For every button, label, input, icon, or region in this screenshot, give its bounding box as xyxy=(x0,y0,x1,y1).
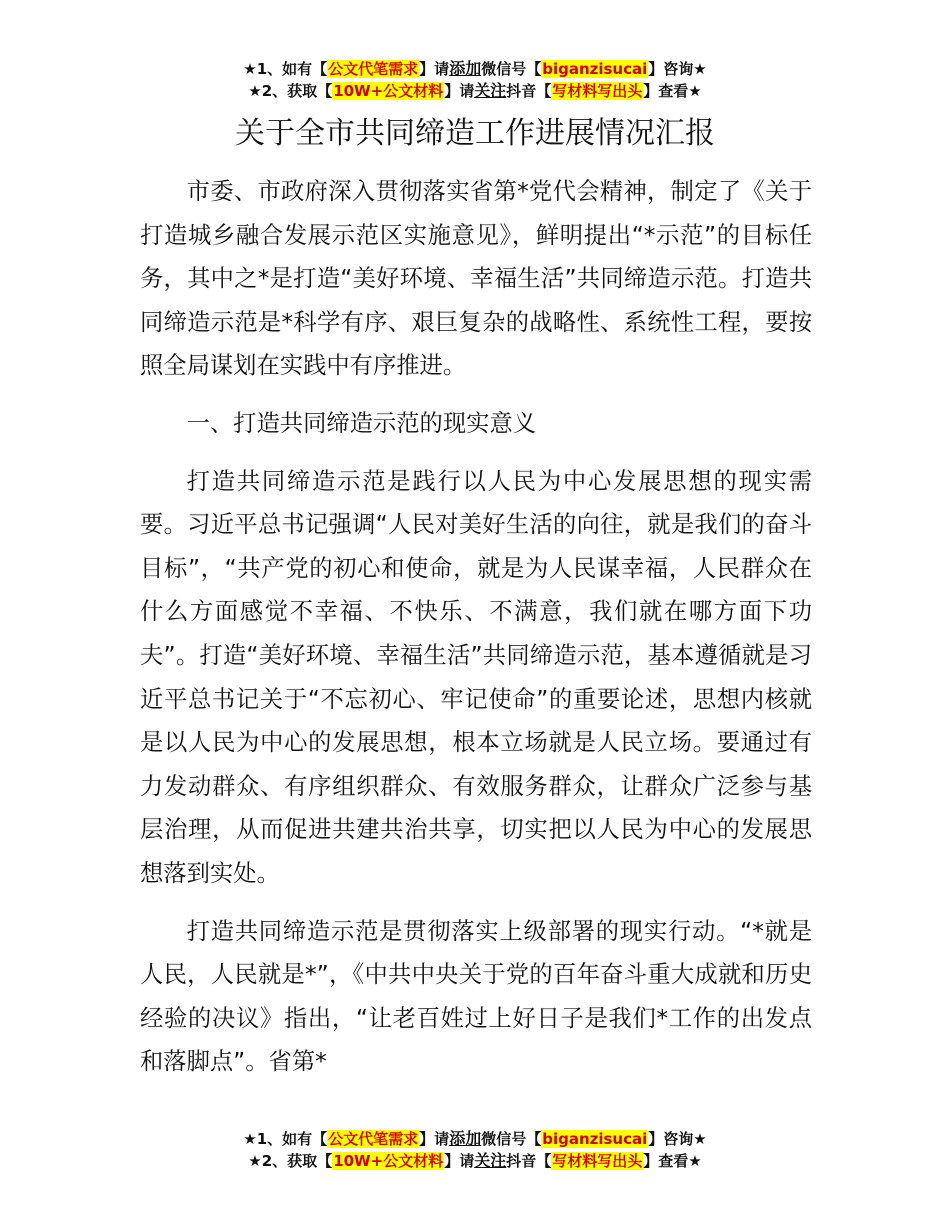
promo-line-2: ★2、获取【10W+公文材料】请关注抖音【写材料写出头】查看★ xyxy=(248,81,702,100)
paragraph-implementation: 打造共同缔造示范是贯彻落实上级部署的现实行动。“*就是人民，人民就是*”，《中共中央关于党的百年奋斗重大成就和历史经验的决议》指出，“让老百姓过上好日子是我们*工作的出发点和落脚点”。省第* xyxy=(140,917,812,1076)
promo-banner-bottom xyxy=(0,1128,950,1172)
paragraph-people-centered: 打造共同缔造示范是践行以人民为中心发展思想的现实需要。习近平总书记强调“人民对美好生活的向往，就是我们的奋斗目标”，“共产党的初心和使命，就是为人民谋幸福，人民群众在什么方面感觉不幸福、不快乐、不满意，我们就在哪方面下功夫”。打造“美好环境、幸福生活”共同缔造示范，基本遵循就是习近平总书记关于“不忘初心、牢记使命”的重要论述，思想内核就是以人民为中心的发展思想，根本立场就是人民立场。要通过有力发动群众、有序组织群众、有效服务群众，让群众广泛参与基层治理，从而促进共建共治共享，切实把以人民为中心的发展思想落到实处。 xyxy=(140,467,812,887)
promo-banner-top xyxy=(0,58,950,102)
section-heading: 一、打造共同缔造示范的现实意义 xyxy=(186,409,537,437)
highlight-materials: 10W+公文材料 xyxy=(333,82,444,100)
promo-line-1: ★1、如有【公文代笔需求】请添加微信号【biganzisucai】咨询★ xyxy=(243,1129,707,1148)
promo-line-2: ★2、获取【10W+公文材料】请关注抖音【写材料写出头】查看★ xyxy=(248,1151,702,1170)
promo-line-1: ★1、如有【公文代笔需求】请添加微信号【biganzisucai】咨询★ xyxy=(243,59,707,78)
document-title: 关于全市共同缔造工作进展情况汇报 xyxy=(235,116,715,151)
highlight-douyin-id: 写材料写出头 xyxy=(552,1152,643,1170)
paragraph-intro: 市委、市政府深入贯彻落实省第*党代会精神，制定了《关于打造城乡融合发展示范区实施意见》，鲜明提出“*示范”的目标任务，其中之*是打造“美好环境、幸福生活”共同缔造示范。打造共同缔造示范是*科学有序、艰巨复杂的战略性、系统性工程，要按照全局谋划在实践中有序推进。 xyxy=(140,178,812,380)
document-body xyxy=(140,170,812,1084)
highlight-wechat-id: biganzisucai xyxy=(542,60,648,78)
highlight-service: 公文代笔需求 xyxy=(328,1130,419,1148)
highlight-douyin-id: 写材料写出头 xyxy=(552,82,643,100)
highlight-service: 公文代笔需求 xyxy=(328,60,419,78)
highlight-wechat-id: biganzisucai xyxy=(542,1130,648,1148)
highlight-materials: 10W+公文材料 xyxy=(333,1152,444,1170)
